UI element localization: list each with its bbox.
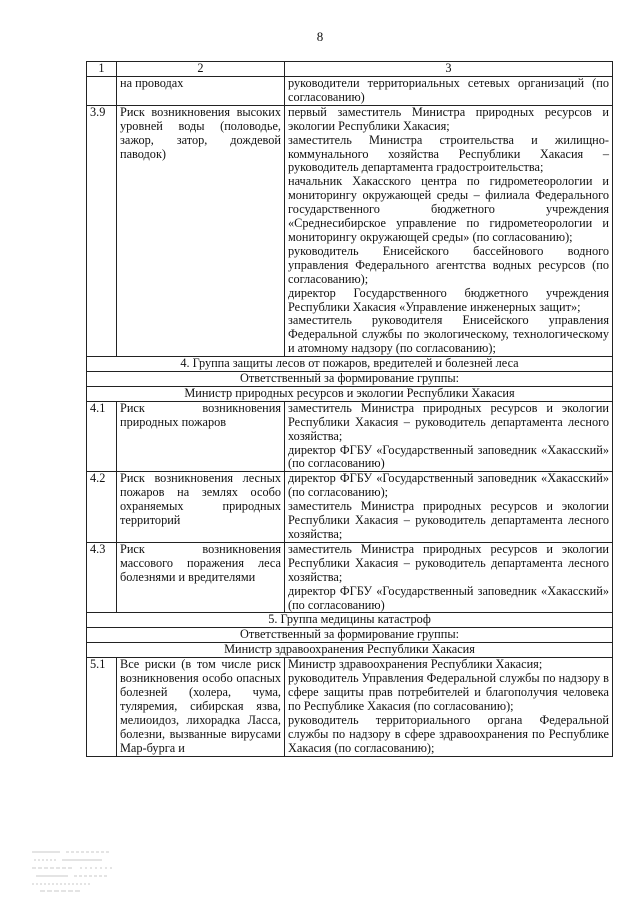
responsible-entry: начальник Хакасского центра по гидрометеорологии и мониторингу окружающей среды – филиала Федерального государственного бюджетного учреждения «Среднесибирское управление по гидрометеорологии и мониторингу окружающей среды» (по согласованию); xyxy=(288,174,609,244)
table-row xyxy=(87,472,613,543)
group-heading-row xyxy=(87,613,613,628)
table-row xyxy=(87,542,613,613)
column-header-row xyxy=(87,62,613,77)
responsible-entry: директор Государственного бюджетного учреждения Республики Хакасия «Управление инженерных защит»; xyxy=(288,285,609,314)
row-number: 4.2 xyxy=(87,472,117,543)
row-number: 4.3 xyxy=(87,542,117,613)
row-number: 5.1 xyxy=(87,658,117,756)
responsible-entry: руководитель территориального органа Федеральной службы по надзору в сфере здравоохранения по Республике Хакасия (по согласованию); xyxy=(288,712,609,755)
responsible-entry: заместитель Министра природных ресурсов и экологии Республики Хакасия – руководитель департамента лесного хозяйства; xyxy=(288,541,609,584)
column-header-2: 2 xyxy=(117,62,285,77)
table-row xyxy=(87,105,613,356)
faded-stamp-mark xyxy=(30,846,116,894)
group-heading-row xyxy=(87,357,613,372)
responsible-persons xyxy=(285,658,613,756)
group-heading: Министр природных ресурсов и экологии Республики Хакасия xyxy=(87,386,613,401)
risk-description: Риск возникновения природных пожаров xyxy=(117,401,285,472)
responsible-entry: руководитель Управления Федеральной службы по надзору в сфере защиты прав потребителей и благополучия человека по Республике Хакасия (по согласованию); xyxy=(288,671,609,713)
group-heading: Министр здравоохранения Республики Хакасия xyxy=(87,643,613,658)
group-heading-row xyxy=(87,386,613,401)
responsible-entry: руководитель Енисейского бассейнового водного управления Федерального агентства водных ресурсов (по согласованию); xyxy=(288,243,609,286)
row-number: 4.1 xyxy=(87,401,117,472)
responsible-entry: директор ФГБУ «Государственный заповедник «Хакасский» (по согласованию) xyxy=(288,442,609,471)
responsible-entry: заместитель Министра природных ресурсов и экологии Республики Хакасия – руководитель департамента лесного хозяйства; xyxy=(288,400,609,443)
risk-description: на проводах xyxy=(117,77,285,106)
table-row xyxy=(87,77,613,106)
responsible-persons xyxy=(285,472,613,543)
responsible-entry: директор ФГБУ «Государственный заповедник «Хакасский» (по согласованию); xyxy=(288,471,609,500)
group-heading-row xyxy=(87,628,613,643)
responsible-entry: заместитель руководителя Енисейского управления Федеральной службы по экологическому, технологическому и атомному надзору (по согласованию); xyxy=(288,313,609,356)
group-heading: Ответственный за формирование группы: xyxy=(87,372,613,387)
responsibility-table xyxy=(86,61,613,757)
responsible-entry: заместитель Министра природных ресурсов и экологии Республики Хакасия – руководитель департамента лесного хозяйства; xyxy=(288,499,609,541)
responsible-persons xyxy=(285,401,613,472)
table-body xyxy=(87,62,613,757)
table-row xyxy=(87,401,613,472)
responsible-persons xyxy=(285,542,613,613)
row-number xyxy=(87,77,117,106)
group-heading-row xyxy=(87,643,613,658)
responsible-entry: директор ФГБУ «Государственный заповедник «Хакасский» (по согласованию) xyxy=(288,583,609,612)
responsible-persons xyxy=(285,77,613,106)
risk-description: Риск возникновения массового поражения леса болезнями и вредителями xyxy=(117,542,285,613)
responsible-persons xyxy=(285,105,613,356)
risk-description: Риск возникновения высоких уровней воды (половодье, зажор, затор, дождевой паводок) xyxy=(117,105,285,356)
table-row xyxy=(87,658,613,756)
risk-description: Риск возникновения лесных пожаров на землях особо охраняемых природных территорий xyxy=(117,472,285,543)
row-number: 3.9 xyxy=(87,105,117,356)
group-heading-row xyxy=(87,372,613,387)
column-header-1: 1 xyxy=(87,62,117,77)
group-heading: Ответственный за формирование группы: xyxy=(87,628,613,643)
responsible-entry: руководители территориальных сетевых организаций (по согласованию) xyxy=(288,76,609,104)
responsible-entry: Министр здравоохранения Республики Хакасия; xyxy=(288,657,543,672)
group-heading: 5. Группа медицины катастроф xyxy=(87,613,613,628)
responsible-entry: заместитель Министра строительства и жилищно-коммунального хозяйства Республики Хакасия – руководитель департамента градостроительства; xyxy=(288,132,609,175)
risk-description: Все риски (в том числе риск возникновения особо опасных болезней (холера, чума, туляремия, сибирская язва, мелиоидоз, лихорадка Ласса, болезни, вызванные вирусами Мар-бурга и xyxy=(117,658,285,756)
page-number: 8 xyxy=(316,29,324,44)
column-header-3: 3 xyxy=(285,62,613,77)
responsible-entry: первый заместитель Министра природных ресурсов и экологии Республики Хакасия; xyxy=(288,104,609,133)
group-heading: 4. Группа защиты лесов от пожаров, вредителей и болезней леса xyxy=(87,357,613,372)
